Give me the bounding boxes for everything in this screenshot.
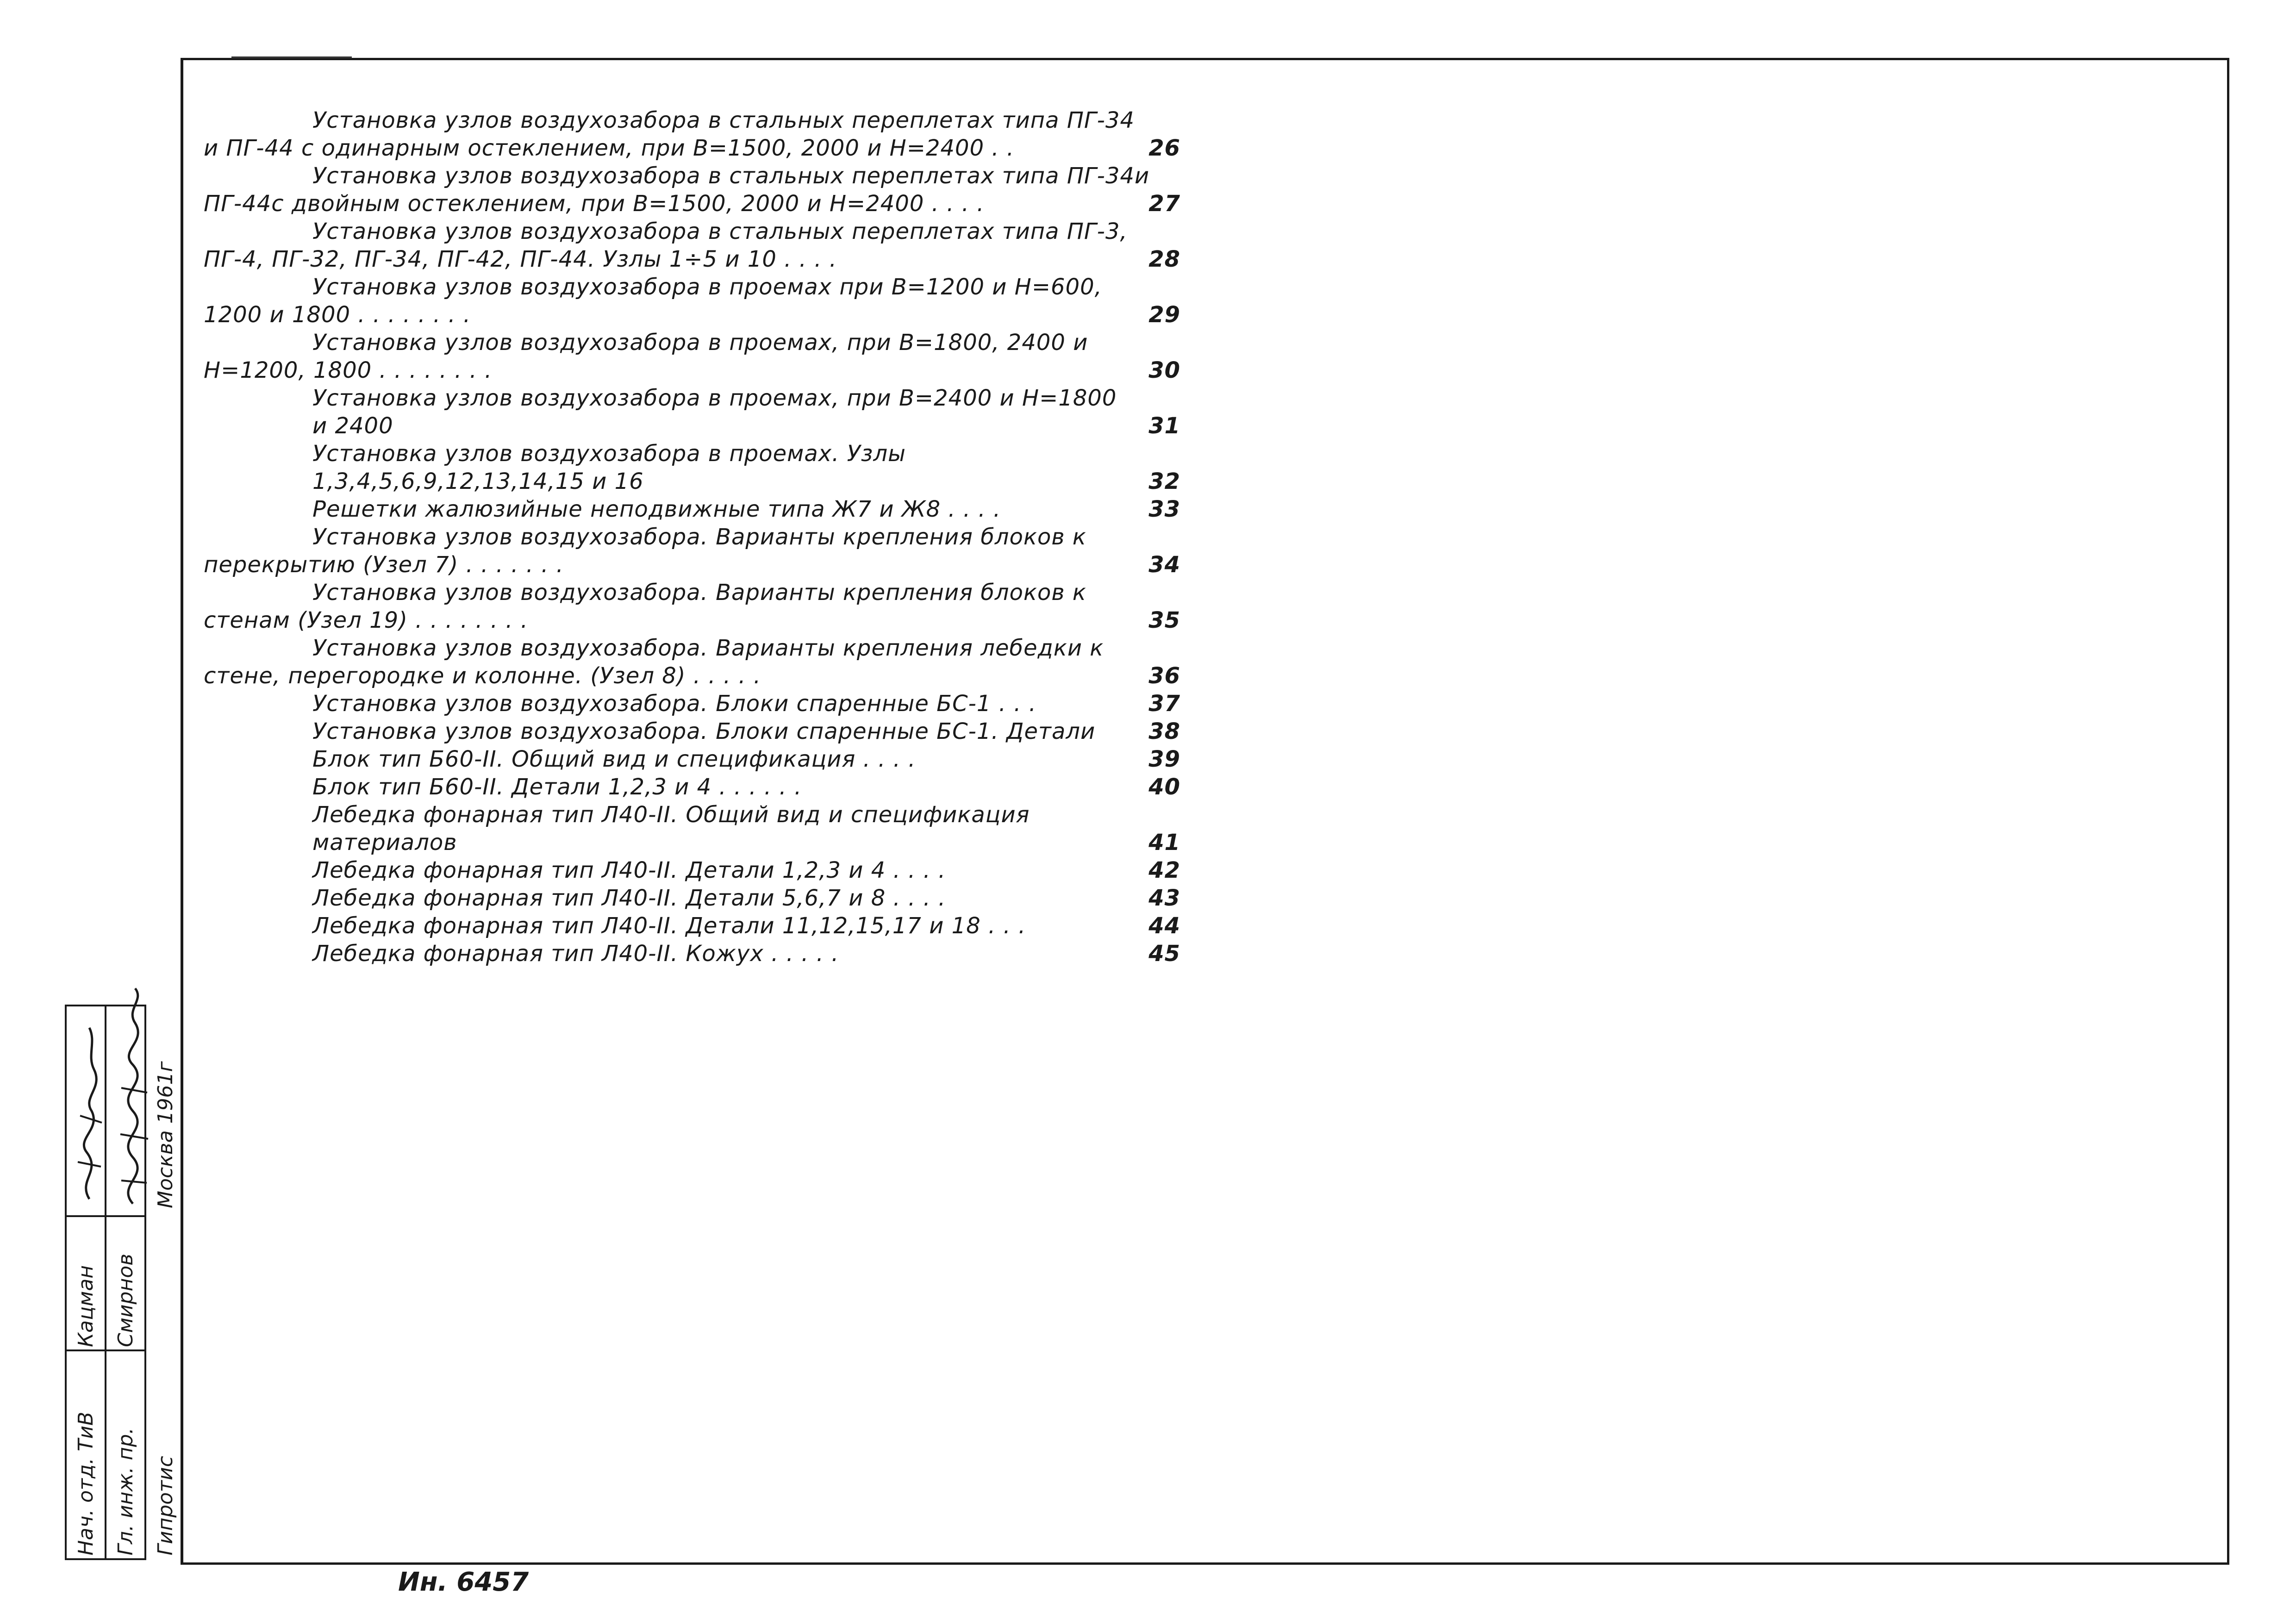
toc-page-number: 45 — [1148, 941, 1180, 967]
toc-page-number: 28 — [1148, 246, 1180, 272]
toc-page-number: 44 — [1148, 913, 1180, 939]
toc-entry — [204, 773, 1180, 801]
toc-entry-title: Блок тип Б60-II. Общий вид и спецификация . . . . — [312, 746, 916, 772]
toc-entry — [204, 384, 1180, 440]
toc-entry-title-line-2: ПГ-44с двойным остеклением, при В=1500, 2000 и Н=2400 . . . . — [204, 191, 985, 217]
toc-entry — [204, 523, 1180, 579]
stamp-role-2: Гл. инж. пр. — [114, 1427, 137, 1555]
toc-entry-title: Лебедка фонарная тип Л40-II. Детали 11,12,15,17 и 18 . . . — [312, 913, 1026, 939]
toc-page-number: 40 — [1148, 774, 1180, 800]
toc-page-number: 34 — [1148, 552, 1180, 578]
toc-entry-title: Установка узлов воздухозабора в проемах, при В=2400 и Н=1800 и 2400 — [312, 385, 1117, 439]
toc-entry — [204, 218, 1180, 273]
toc-entry — [204, 495, 1180, 523]
toc-page-number: 39 — [1148, 746, 1180, 772]
toc-page-number: 31 — [1148, 413, 1180, 439]
toc-entry-title-line-1: Установка узлов воздухозабора. Варианты крепления лебедки к — [312, 635, 1104, 661]
toc-entry-title-line-1: Установка узлов воздухозабора в стальных переплетах типа ПГ-34и — [312, 163, 1150, 189]
toc-entry-title-line-1: Установка узлов воздухозабора. Варианты крепления блоков к — [312, 580, 1086, 606]
stamp-row-divider-1 — [65, 1215, 146, 1217]
toc-entry-title-line-1: Установка узлов воздухозабора в стальных переплетах типа ПГ-34 — [312, 107, 1135, 133]
toc-page-number: 38 — [1148, 718, 1180, 744]
toc-entry — [204, 912, 1180, 940]
title-block-stamp — [65, 1005, 183, 1560]
toc-entry — [204, 162, 1180, 218]
stamp-name-2: Смирнов — [114, 1253, 137, 1347]
signature-2 — [107, 986, 158, 1208]
toc-entry — [204, 884, 1180, 912]
stamp-city-year: Москва 1961г — [154, 1061, 177, 1208]
toc-entry — [204, 718, 1180, 745]
toc-page-number: 43 — [1148, 885, 1180, 911]
toc-entry — [204, 273, 1180, 329]
toc-page-number: 32 — [1148, 468, 1180, 494]
toc-page-number: 27 — [1148, 191, 1180, 217]
toc-entry-title: Блок тип Б60-II. Детали 1,2,3 и 4 . . . . . . — [312, 774, 802, 800]
toc-entry-title: Установка узлов воздухозабора. Блоки спаренные БС-1 . . . — [312, 691, 1037, 717]
toc-entry-title: Лебедка фонарная тип Л40-II. Кожух . . . . . — [312, 941, 839, 967]
toc-entry — [204, 801, 1180, 856]
toc-entry-title-line-1: Установка узлов воздухозабора в проемах, при В=1800, 2400 и — [312, 330, 1088, 356]
toc-entry — [204, 106, 1180, 162]
toc-page-number: 36 — [1148, 663, 1180, 689]
toc-entry-title-line-2: ПГ-4, ПГ-32, ПГ-34, ПГ-42, ПГ-44. Узлы 1÷5 и 10 . . . . — [204, 246, 837, 272]
toc-entry-title-line-1: Установка узлов воздухозабора в стальных переплетах типа ПГ-3, — [312, 219, 1128, 244]
toc-entry — [204, 745, 1180, 773]
stamp-role-1: Нач. отд. ТиВ — [74, 1412, 98, 1555]
frame-top-mark — [231, 56, 352, 58]
toc-entry-title-line-1: Установка узлов воздухозабора. Варианты крепления блоков к — [312, 524, 1086, 550]
toc-page-number: 35 — [1148, 607, 1180, 633]
signature-1 — [69, 1023, 110, 1208]
toc-entry-title-line-1: Установка узлов воздухозабора в проемах при В=1200 и Н=600, — [312, 274, 1102, 300]
toc-page-number: 26 — [1148, 135, 1180, 161]
inventory-number: Ин. 6457 — [398, 1567, 529, 1597]
toc-entry-title: Решетки жалюзийные неподвижные типа Ж7 и Ж8 . . . . — [312, 496, 1001, 522]
toc-entry-title-line-2: Н=1200, 1800 . . . . . . . . — [204, 357, 493, 383]
toc-page-number: 30 — [1148, 357, 1180, 383]
toc-entry-title: Лебедка фонарная тип Л40-II. Детали 5,6,7 и 8 . . . . — [312, 885, 946, 911]
stamp-border-left — [65, 1005, 67, 1560]
toc-page-number: 42 — [1148, 857, 1180, 883]
toc-entry-title: Лебедка фонарная тип Л40-II. Детали 1,2,3 и 4 . . . . — [312, 857, 946, 883]
toc-entry-title: Лебедка фонарная тип Л40-II. Общий вид и спецификация материалов — [312, 802, 1030, 856]
toc-entry-title-line-2: 1200 и 1800 . . . . . . . . — [204, 302, 471, 328]
toc-entry — [204, 856, 1180, 884]
toc-entry-title-line-2: стенам (Узел 19) . . . . . . . . — [204, 607, 529, 633]
stamp-name-1: Кацман — [74, 1265, 98, 1347]
toc-entry — [204, 579, 1180, 634]
toc-entry — [204, 690, 1180, 718]
stamp-organization: Гипротис — [154, 1455, 177, 1555]
stamp-row-divider-2 — [65, 1349, 146, 1351]
toc-entry-title-line-2: перекрытию (Узел 7) . . . . . . . — [204, 552, 564, 578]
toc-page-number: 33 — [1148, 496, 1180, 522]
toc-entry — [204, 440, 1180, 495]
stamp-border-bottom — [65, 1558, 146, 1560]
toc-entry-title: Установка узлов воздухозабора. Блоки спаренные БС-1. Детали — [312, 718, 1096, 744]
toc-entry-title: Установка узлов воздухозабора в проемах. Узлы 1,3,4,5,6,9,12,13,14,15 и 16 — [312, 441, 906, 494]
toc-entry-title-line-2: и ПГ-44 с одинарным остеклением, при В=1500, 2000 и Н=2400 . . — [204, 135, 1015, 161]
table-of-contents — [204, 106, 1180, 968]
toc-page-number: 29 — [1148, 302, 1180, 328]
toc-entry-title-line-2: стене, перегородке и колонне. (Узел 8) . . . . . — [204, 663, 761, 689]
toc-entry — [204, 940, 1180, 968]
toc-entry — [204, 329, 1180, 384]
toc-entry — [204, 634, 1180, 690]
toc-page-number: 41 — [1148, 830, 1180, 856]
toc-page-number: 37 — [1148, 691, 1180, 717]
